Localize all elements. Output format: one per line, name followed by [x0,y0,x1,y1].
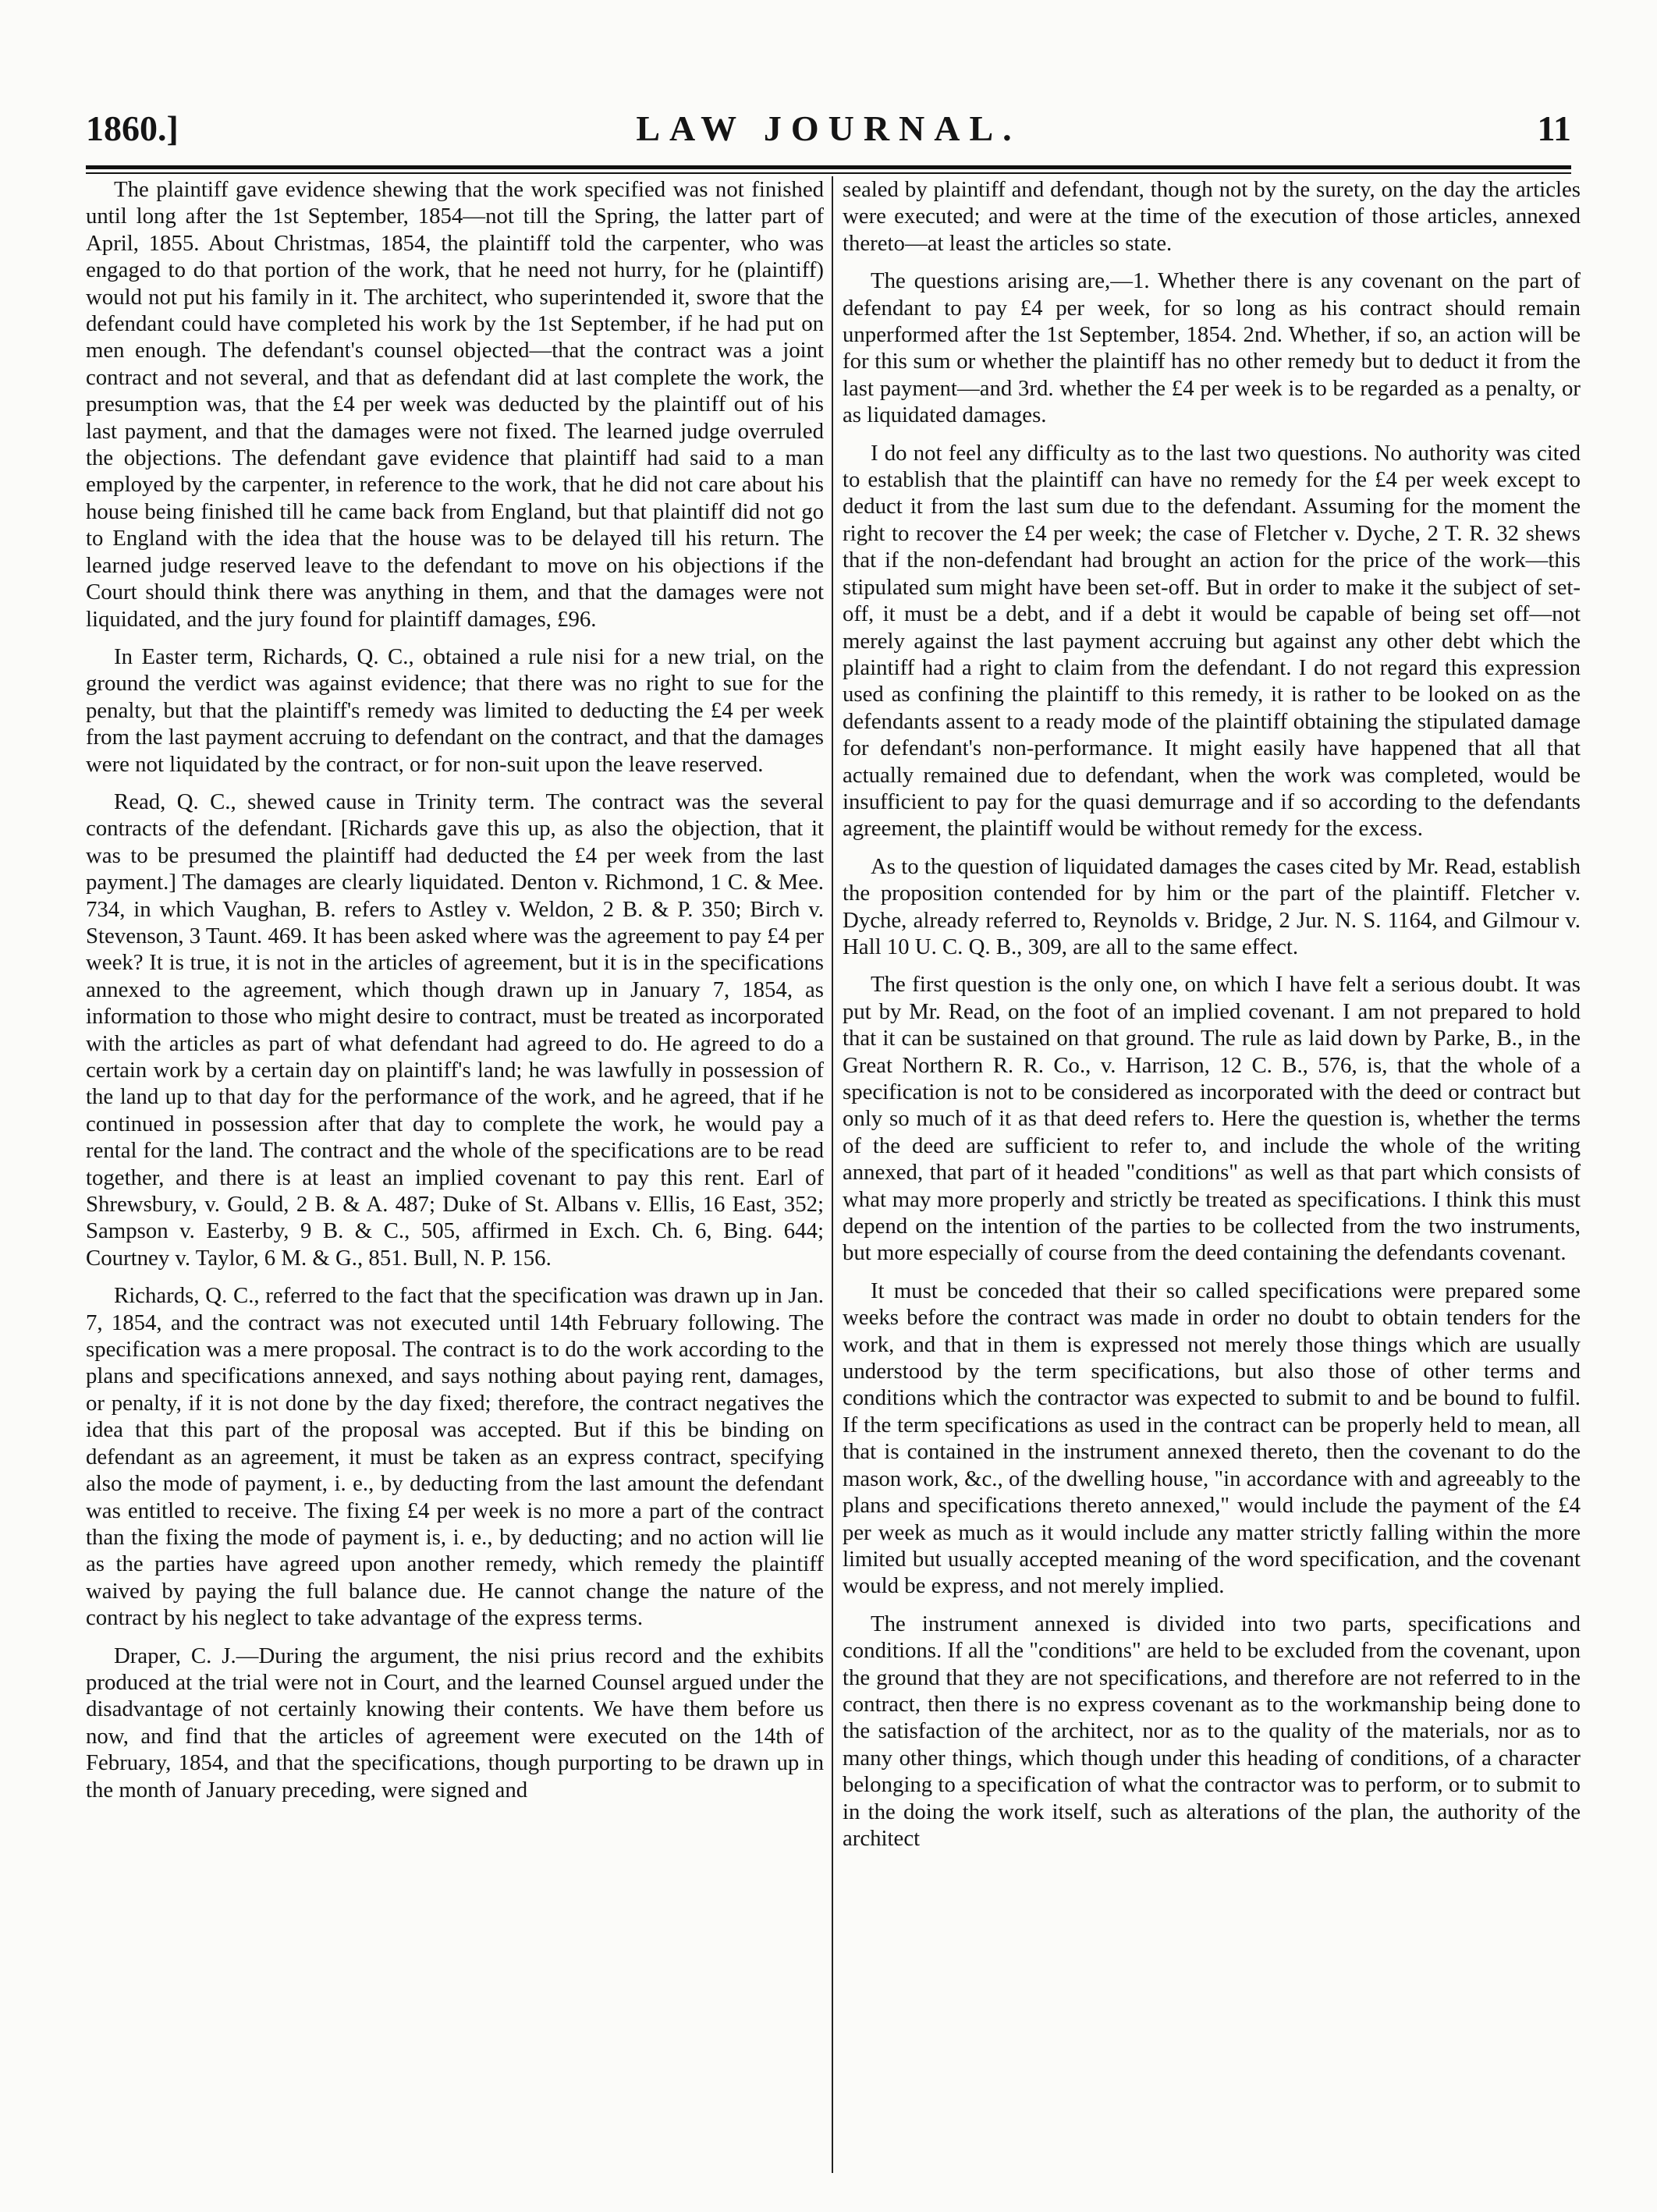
column-divider [832,176,833,2173]
left-column [86,176,824,2173]
right-column [843,176,1581,2173]
paragraph: As to the question of liquidated damages the cases cited by Mr. Read, establish the proposition contended for by him or the part of the plaintiff. Fletcher v. Dyche, already referred to, Reynolds v. Bridge, 2 Jur. N. S. 1164, and Gilmour v. Hall 10 U. C. Q. B., 309, are all to the same effect. [843,853,1581,959]
header-year: 1860.] [86,108,179,148]
journal-title: LAW JOURNAL. [636,108,1021,148]
paragraph: It must be conceded that their so called specifications were prepared some weeks before the contract was made in order no doubt to obtain tenders for the work, and that in them is expressed not merely those things which are usually understood by the term specifications, but also those of other terms and conditions which the contractor was expected to submit to and be bound to fulfil. If the term specifications as used in the contract can be properly held to mean, all that is contained in the instrument annexed thereto, then the covenant to do the mason work, &c., of the dwelling house, "in accordance with and agreeably to the plans and specifications thereto annexed," would include the payment of the £4 per week as much as it would include any matter strictly falling within the more limited but usually accepted meaning of the word specification, and the covenant would be express, and not merely implied. [843,1278,1581,1599]
paragraph: The first question is the only one, on which I have felt a serious doubt. It was put by Mr. Read, on the foot of an implied covenant. I am not prepared to hold that it can be sustained on that ground. The rule as laid down by Parke, B., in the Great Northern R. R. Co., v. Harrison, 12 C. B., 576, is, that the whole of a specification is not to be considered as incorporated with the deed or contract but only so much of it as that deed refers to. Here the question is, whether the terms of the deed are sufficient to refer to, and include the whole of the writing annexed, that part of it headed "conditions" as well as that part which consists of what may more properly and strictly be treated as specifications. I think this must depend on the intention of the parties to be collected from the two instruments, but more especially of course from the deed containing the defendants covenant. [843,972,1581,1266]
header-rule-thin [86,172,1571,174]
page-number: 11 [1537,108,1571,148]
paragraph: The instrument annexed is divided into two parts, specifications and conditions. If all the "conditions" are held to be excluded from the covenant, upon the ground that they are not specifications, and therefore are not referred to in the contract, then there is no express covenant as to the workmanship being done to the satisfaction of the architect, nor as to the quality of the materials, nor as to many other things, which though under this heading of conditions, of a character belonging to a specification of what the contractor was to perform, or to submit to in the doing the work itself, such as alterations of the plan, the authority of the architect [843,1611,1581,1851]
header-rule [86,165,1571,169]
paragraph: The plaintiff gave evidence shewing that the work specified was not finished until long after the 1st September, 1854—not till the Spring, the latter part of April, 1855. About Christmas, 1854, the plaintiff told the carpenter, who was engaged to do that portion of the work, that he need not hurry, for he (plaintiff) would not put his family in it. The architect, who superintended it, swore that the defendant could have completed his work by the 1st September, if he had put on men enough. The defendant's counsel objected—that the contract was a joint contract and not several, and that as defendant did at last complete the work, the presumption was, that the £4 per week was deducted by the plaintiff out of his last payment, and that the damages were not fixed. The learned judge overruled the objections. The defendant gave evidence that plaintiff had said to a man employed by the carpenter, in reference to the work, that he did not care about his house being finished till he came back from England, but that plaintiff did not go to England with the idea that the house was to be delayed till his return. The learned judge reserved leave to the defendant to move on his objections if the Court should think there was anything in them, and that the damages were not liquidated, and the jury found for plaintiff damages, £96. [86,177,824,632]
paragraph: I do not feel any difficulty as to the last two questions. No authority was cited to establish that the plaintiff can have no remedy for the £4 per week except to deduct it from the last sum due to the defendant. Assuming for the moment the right to recover the £4 per week; the case of Fletcher v. Dyche, 2 T. R. 32 shews that if the non-defendant had brought an action for the price of the work—this stipulated sum might have been set-off. But in order to make it the subject of set-off, it must be a debt, and if a debt it would be capable of being set off—not merely against the last payment accruing but against any other debt which the plaintiff had a right to claim from the defendant. I do not regard this expression used as confining the plaintiff to this remedy, it is rather to be looked on as the defendants assent to a ready mode of the plaintiff obtaining the stipulated damage for defendant's non-performance. It might easily have happened that all that actually remained due to defendant, when the work was completed, would be insufficient to pay for the quasi demurrage and if so according to the defendants agreement, the plaintiff would be without remedy for the excess. [843,440,1581,842]
paragraph: The questions arising are,—1. Whether there is any covenant on the part of defendant to pay £4 per week, for so long as his contract should remain unperformed after the 1st September, 1854. 2nd. Whether, if so, an action will be for this sum or whether the plaintiff has no other remedy but to deduct it from the last payment—and 3rd. whether the £4 per week is to be regarded as a penalty, or as liquidated damages. [843,268,1581,428]
running-header [86,108,1571,158]
paragraph: In Easter term, Richards, Q. C., obtained a rule nisi for a new trial, on the ground the verdict was against evidence; that there was no right to sue for the penalty, but that the plaintiff's remedy was limited to deducting the £4 per week from the last payment accruing to defendant on the contract, and that the damages were not liquidated by the contract, or for non-suit upon the leave reserved. [86,643,824,777]
paragraph: Draper, C. J.—During the argument, the nisi prius record and the exhibits produced at the trial were not in Court, and the learned Counsel argued under the disadvantage of not certainly knowing their contents. We have them before us now, and find that the articles of agreement were executed on the 14th of February, 1854, and that the specifications, though purporting to be drawn up in the month of January preceding, were signed and [86,1643,824,1803]
paragraph: Richards, Q. C., referred to the fact that the specification was drawn up in Jan. 7, 1854, and the contract was not executed until 14th February following. The specification was a mere proposal. The contract is to do the work according to the plans and specifications annexed, and says nothing about paying rent, damages, or penalty, if it is not done by the day fixed; therefore, the contract negatives the idea that this part of the proposal was accepted. But if this be binding on defendant as an agreement, it must be taken as an express contract, specifying also the mode of payment, i. e., by deducting from the last amount the defendant was entitled to receive. The fixing £4 per week is no more a part of the contract than the fixing the mode of payment is, i. e., by deducting; and no action will lie as the parties have agreed upon another remedy, which remedy the plaintiff waived by paying the full balance due. He cannot change the nature of the contract by his neglect to take advantage of the express terms. [86,1283,824,1631]
paragraph: Read, Q. C., shewed cause in Trinity term. The contract was the several contracts of the defendant. [Richards gave this up, as also the objection, that it was to be presumed the plaintiff had deducted the £4 per week from the last payment.] The damages are clearly liquidated. Denton v. Richmond, 1 C. & Mee. 734, in which Vaughan, B. refers to Astley v. Weldon, 2 B. & P. 350; Birch v. Stevenson, 3 Taunt. 469. It has been asked where was the agreement to pay £4 per week? It is true, it is not in the articles of agreement, but it is in the specifications annexed to the agreement, which though drawn up in January 7, 1854, as information to those who might desire to contract, must be treated as incorporated with the articles as part of what defendant had agreed to do. He agreed to do a certain work by a certain day on plaintiff's land; he was lawfully in possession of the land up to that day for the performance of the work, and he agreed, that if he continued in possession after that day to complete the work, he would pay a rental for the land. The contract and the whole of the specifications are to be read together, and there is at least an implied covenant to pay this rent. Earl of Shrewsbury, v. Gould, 2 B. & A. 487; Duke of St. Albans v. Ellis, 16 East, 352; Sampson v. Easterby, 9 B. & C., 505, affirmed in Exch. Ch. 6, Bing. 644; Courtney v. Taylor, 6 M. & G., 851. Bull, N. P. 156. [86,789,824,1271]
paragraph-continued: sealed by plaintiff and defendant, though not by the surety, on the day the articles were executed; and were at the time of the execution of those articles, annexed thereto—at least the articles so state. [843,177,1581,256]
